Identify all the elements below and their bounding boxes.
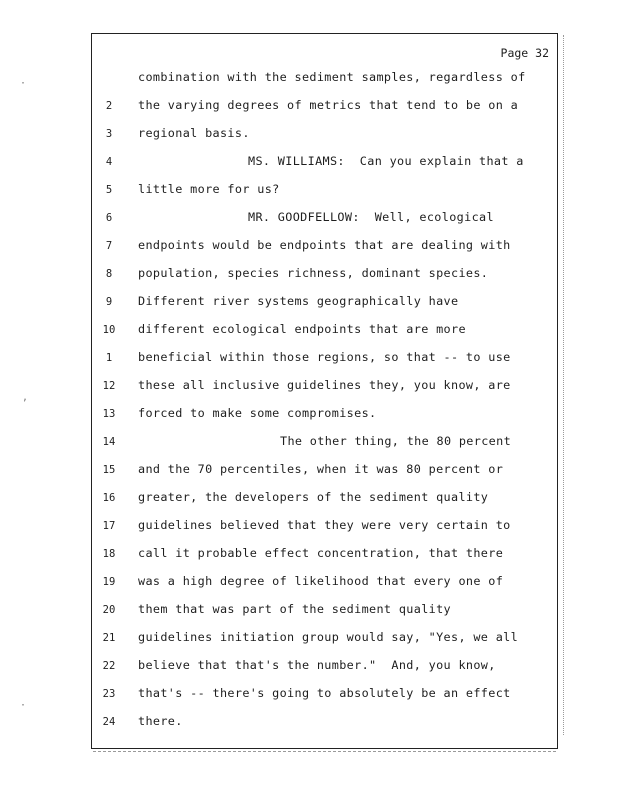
line-number: 14 [102, 436, 116, 448]
line-text: greater, the developers of the sediment quality [138, 490, 489, 504]
scan-speck: · [20, 700, 27, 711]
transcript-line [92, 518, 557, 538]
line-number: 3 [105, 128, 113, 140]
scan-edge-dots [563, 35, 566, 735]
transcript-line [92, 686, 557, 706]
line-number: 2 [105, 100, 113, 112]
line-text: forced to make some compromises. [138, 406, 377, 420]
transcript-line [92, 378, 557, 398]
line-number: 23 [102, 688, 116, 700]
line-number: 7 [105, 240, 113, 252]
line-text: regional basis. [138, 126, 250, 140]
line-number: 13 [102, 408, 116, 420]
line-text: The other thing, the 80 percent [280, 434, 512, 448]
transcript-line [92, 658, 557, 678]
transcript-line [92, 350, 557, 370]
scan-speck: , [22, 392, 29, 403]
line-number: 8 [105, 268, 113, 280]
transcript-line [92, 70, 557, 90]
transcript-line [92, 602, 557, 622]
scan-bottom-edge [93, 751, 556, 752]
line-text: different ecological endpoints that are more [138, 322, 466, 336]
line-number: 22 [102, 660, 116, 672]
line-number: 24 [102, 716, 116, 728]
line-text: that's -- there's going to absolutely be an effect [138, 686, 511, 700]
line-text: them that was part of the sediment quality [138, 602, 451, 616]
line-number: 6 [105, 212, 113, 224]
line-text: and the 70 percentiles, when it was 80 percent or [138, 462, 504, 476]
transcript-page [91, 33, 558, 749]
line-number: 10 [102, 324, 116, 336]
line-number: 17 [102, 520, 116, 532]
line-number: 20 [102, 604, 116, 616]
line-number: 1 [105, 352, 113, 364]
line-text: was a high degree of likelihood that every one of [138, 574, 504, 588]
transcript-line [92, 210, 557, 230]
line-text: endpoints would be endpoints that are dealing with [138, 238, 511, 252]
line-number: 16 [102, 492, 116, 504]
line-text: guidelines believed that they were very certain to [138, 518, 511, 532]
line-number: 15 [102, 464, 116, 476]
transcript-line [92, 546, 557, 566]
transcript-line [92, 126, 557, 146]
line-number: 18 [102, 548, 116, 560]
transcript-line [92, 434, 557, 454]
line-text: Different river systems geographically have [138, 294, 459, 308]
line-text: there. [138, 714, 183, 728]
transcript-line [92, 294, 557, 314]
transcript-line [92, 574, 557, 594]
transcript-line [92, 154, 557, 174]
transcript-line [92, 490, 557, 510]
line-text: combination with the sediment samples, regardless of [138, 70, 526, 84]
line-text: beneficial within those regions, so that -- to use [138, 350, 511, 364]
transcript-line [92, 406, 557, 426]
transcript-line [92, 630, 557, 650]
transcript-line [92, 322, 557, 342]
line-number: 9 [105, 296, 113, 308]
line-number: 21 [102, 632, 116, 644]
transcript-line [92, 238, 557, 258]
scan-speck: · [20, 78, 27, 89]
page-number: Page 32 [500, 46, 549, 60]
line-text: these all inclusive guidelines they, you know, are [138, 378, 511, 392]
line-text: call it probable effect concentration, that there [138, 546, 504, 560]
line-number: 5 [105, 184, 113, 196]
line-number: 12 [102, 380, 116, 392]
line-text: guidelines initiation group would say, "Yes, we all [138, 630, 519, 644]
line-text: MS. WILLIAMS: Can you explain that a [248, 154, 524, 168]
transcript-line [92, 462, 557, 482]
line-number: 19 [102, 576, 116, 588]
transcript-line [92, 714, 557, 734]
line-text: MR. GOODFELLOW: Well, ecological [248, 210, 494, 224]
transcript-line [92, 182, 557, 202]
transcript-line [92, 98, 557, 118]
line-text: little more for us? [138, 182, 280, 196]
line-number: 4 [105, 156, 113, 168]
transcript-line [92, 266, 557, 286]
line-text: population, species richness, dominant species. [138, 266, 489, 280]
line-text: the varying degrees of metrics that tend to be on a [138, 98, 519, 112]
line-text: believe that that's the number." And, you know, [138, 658, 496, 672]
